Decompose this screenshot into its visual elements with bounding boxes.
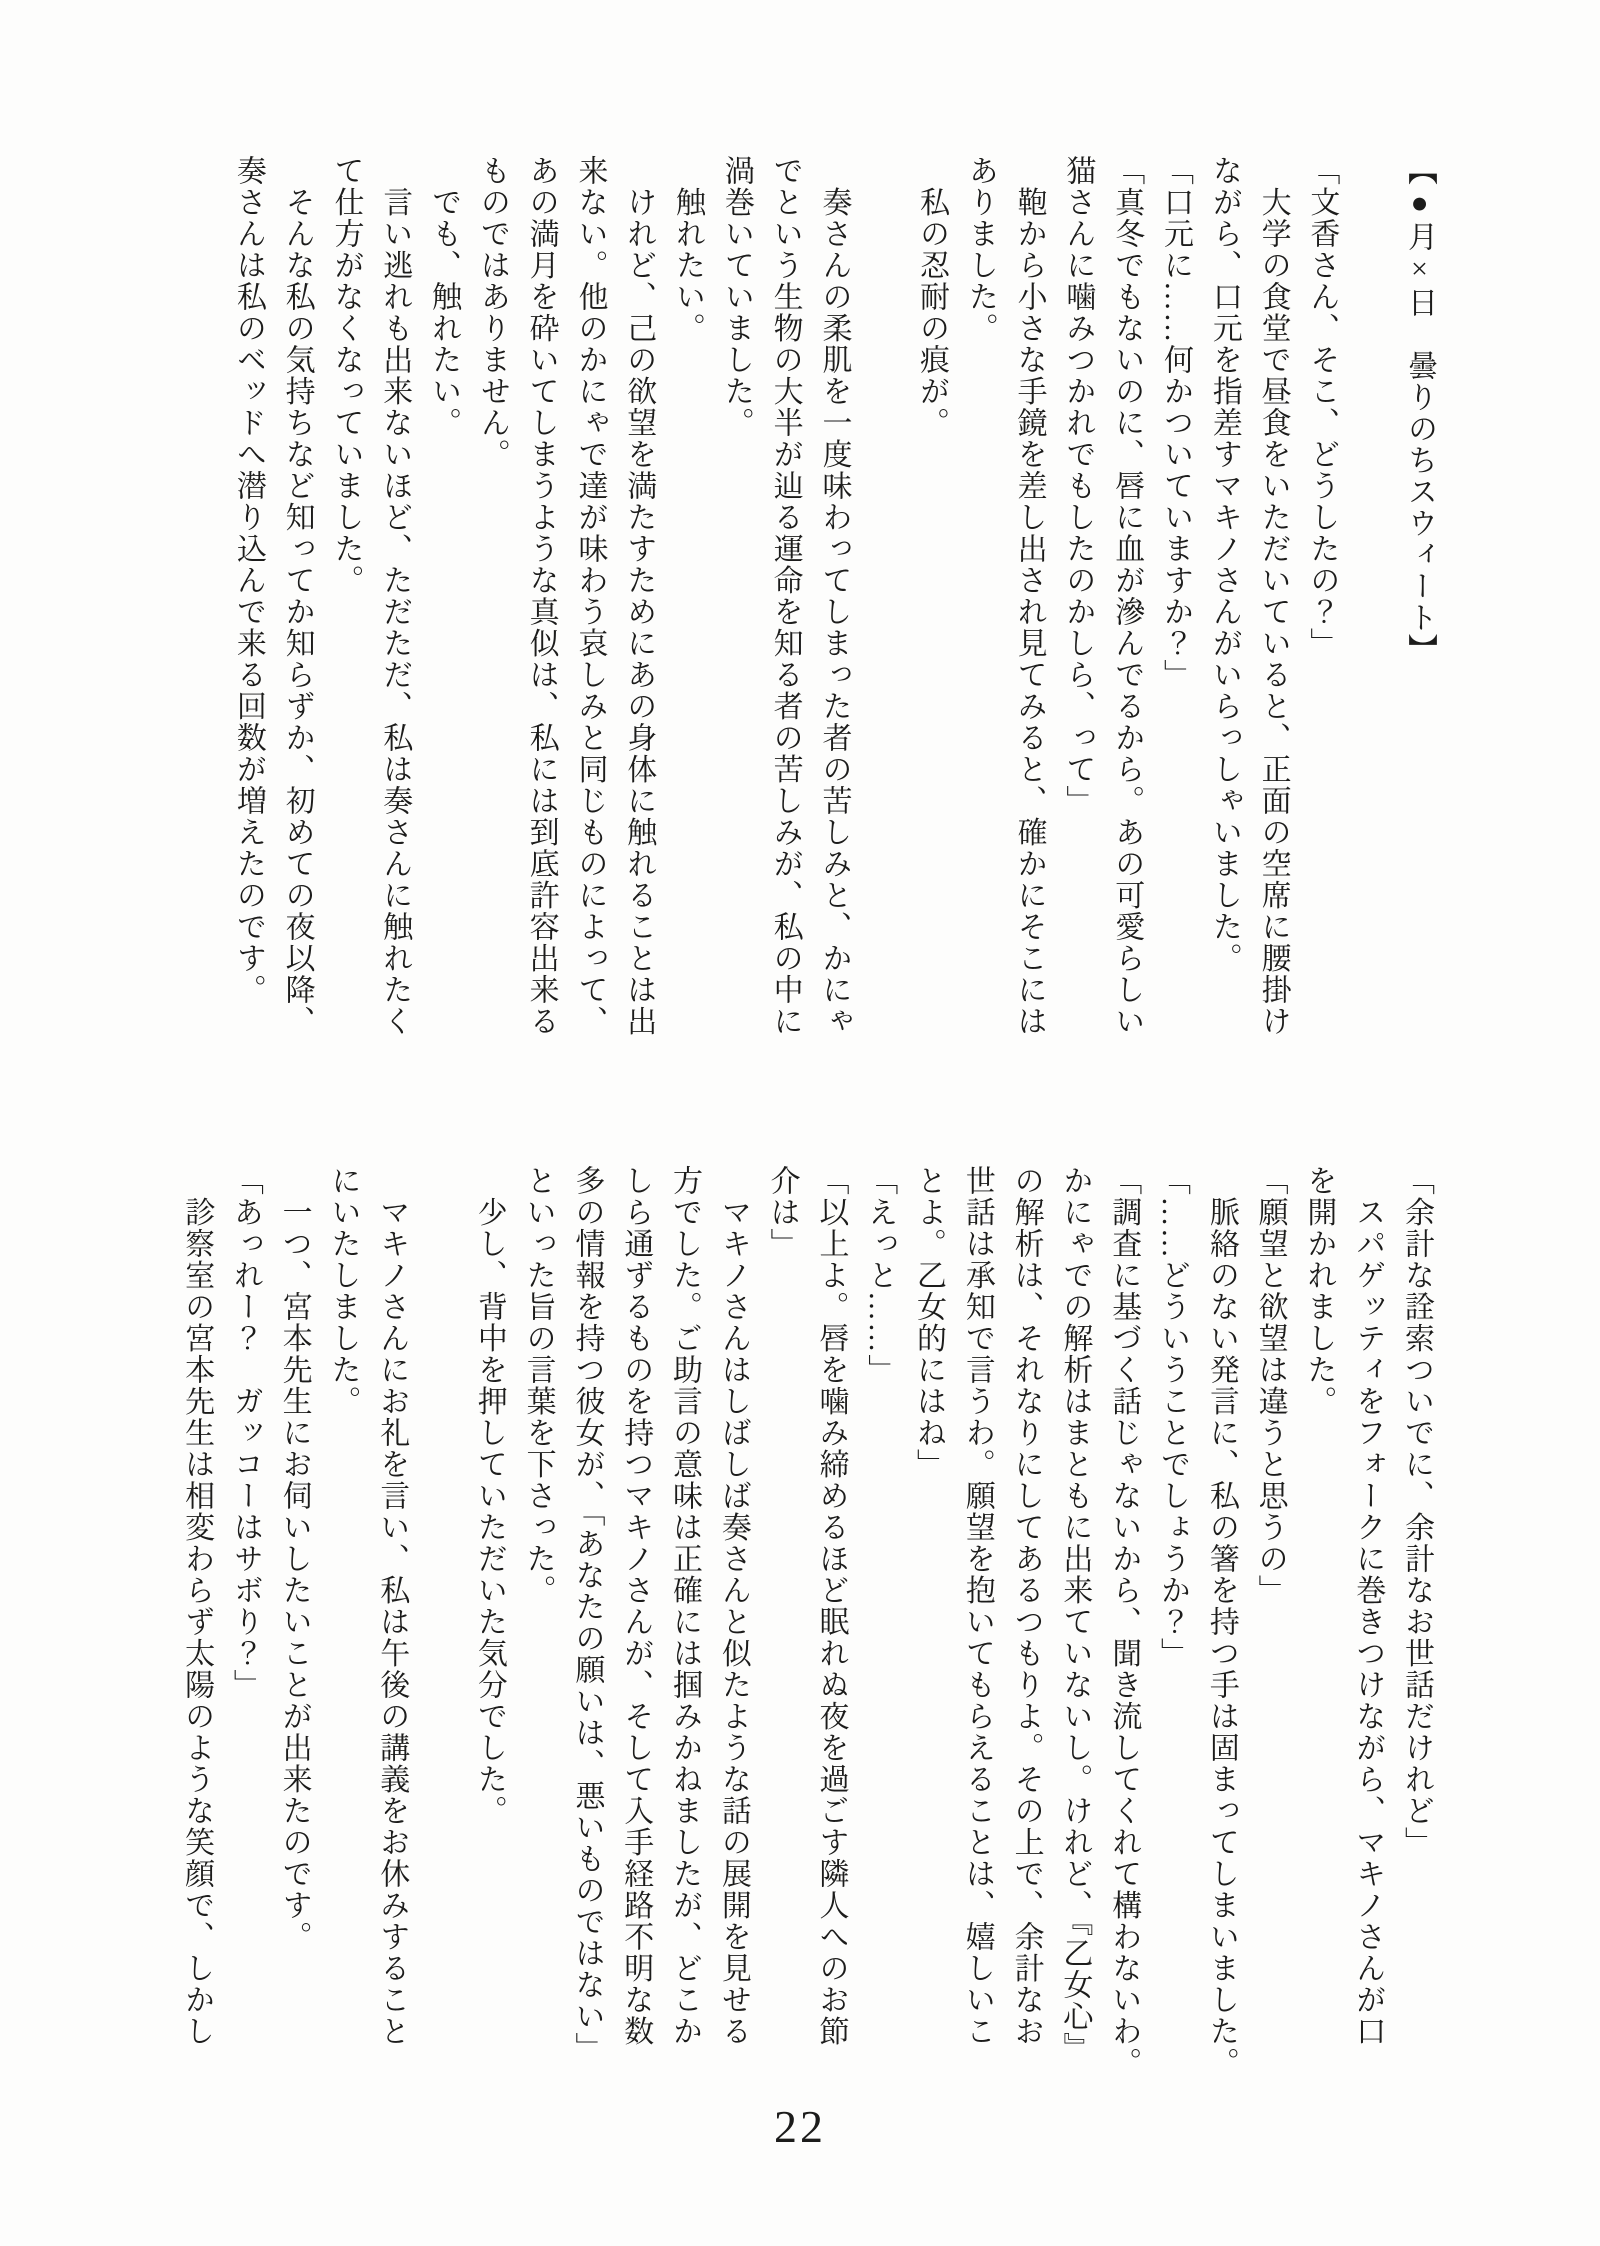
text-column bbox=[415, 1165, 464, 2083]
text-column: 渦巻いていました。 bbox=[719, 155, 753, 439]
text-column: ありました。 bbox=[963, 155, 997, 344]
text-column: 介は」 bbox=[765, 1165, 799, 1260]
text-column: 私の忍耐の痕が。 bbox=[915, 155, 949, 439]
text-block-top bbox=[223, 155, 1443, 1041]
text-column: かにゃでの解析はまともに出来ていないし。けれど、『乙女心』 bbox=[1058, 1165, 1092, 2064]
text-column: マキノさんにお礼を言い、私は午後の講義をお休みすること bbox=[375, 1165, 409, 2047]
text-column: そんな私の気持ちなど知ってか知らずか、初めての夜以降、 bbox=[280, 155, 314, 1037]
text-column: 大学の食堂で昼食をいただいていると、正面の空席に腰掛け bbox=[1256, 155, 1290, 1037]
text-column: 猫さんに噛みつかれでもしたのかしら、って」 bbox=[1061, 155, 1095, 817]
text-column: を開かれました。 bbox=[1302, 1165, 1336, 1417]
text-column: ものではありません。 bbox=[475, 155, 509, 470]
text-column: 奏さんの柔肌を一度味わってしまった者の苦しみと、かにゃ bbox=[817, 155, 851, 1037]
text-column: 方でした。ご助言の意味は正確には掴みかねましたが、どこか bbox=[668, 1165, 702, 2047]
page-number: 22 bbox=[774, 2101, 826, 2152]
text-column: ながら、口元を指差すマキノさんがいらっしゃいました。 bbox=[1207, 155, 1241, 974]
text-column: 来ない。他のかにゃで達が味わう哀しみと同じものによって、 bbox=[573, 155, 607, 1037]
text-column: といった旨の言葉を下さった。 bbox=[521, 1165, 555, 1606]
text-column: 「えっと……」 bbox=[863, 1165, 897, 1386]
text-column: 「……どういうことでしょうか？」 bbox=[1156, 1165, 1190, 1669]
text-column: の解析は、それなりにしてあるつもりよ。その上で、余計なお bbox=[1009, 1165, 1043, 2047]
text-column: でも、触れたい。 bbox=[427, 155, 461, 439]
text-column: 「調査に基づく話じゃないから、聞き流してくれて構わないわ。 bbox=[1107, 1165, 1141, 2079]
text-column: 脈絡のない発言に、私の箸を持つ手は固まってしまいました。 bbox=[1204, 1165, 1238, 2079]
text-column: 言い逃れも出来ないほど、ただただ、私は奏さんに触れたく bbox=[378, 155, 412, 1037]
text-column: 一つ、宮本先生にお伺いしたいことが出来たのです。 bbox=[277, 1165, 311, 1953]
text-column: 多の情報を持つ彼女が、「あなたの願いは、悪いものではない」 bbox=[570, 1165, 604, 2064]
text-column: て仕方がなくなっていました。 bbox=[329, 155, 363, 596]
text-column: でという生物の大半が辿る運命を知る者の苦しみが、私の中に bbox=[768, 155, 802, 1037]
text-column: 「余計な詮索ついでに、余計なお世話だけれど」 bbox=[1400, 1165, 1433, 1858]
text-column: マキノさんはしばしば奏さんと似たような話の展開を見せる bbox=[716, 1165, 750, 2047]
text-column: 触れたい。 bbox=[671, 155, 705, 344]
text-column: 診察室の宮本先生は相変わらず太陽のような笑顔で、しかし bbox=[180, 1165, 214, 2047]
text-column: 「願望と欲望は違うと思うの」 bbox=[1253, 1165, 1287, 1606]
text-column: 世話は承知で言うわ。願望を抱いてもらえることは、嬉しいこ bbox=[960, 1165, 994, 2047]
text-column: あの満月を砕いてしまうような真似は、私には到底許容出来る bbox=[524, 155, 558, 1037]
text-column bbox=[1345, 155, 1394, 1041]
text-column: 「以上よ。唇を噛み締めるほど眠れぬ夜を過ごす隣人へのお節 bbox=[814, 1165, 848, 2047]
text-column: 【●月×日 曇りのちスウィート】 bbox=[1403, 155, 1436, 665]
text-column: 「真冬でもないのに、唇に血が滲んでるから。あの可愛らしい bbox=[1110, 155, 1144, 1037]
text-column: 鞄から小さな手鏡を差し出され見てみると、確かにそこには bbox=[1012, 155, 1046, 1037]
text-column: 「文香さん、そこ、どうしたの？」 bbox=[1305, 155, 1339, 659]
text-column: とよ。乙女的にはね」 bbox=[912, 1165, 946, 1480]
text-block-bottom bbox=[171, 1165, 1440, 2083]
text-column: けれど、己の欲望を満たすためにあの身体に触れることは出 bbox=[622, 155, 656, 1037]
text-column: 奏さんは私のベッドへ潜り込んで来る回数が増えたのです。 bbox=[231, 155, 265, 1006]
text-column: 「口元に……何かついていますか？」 bbox=[1159, 155, 1193, 691]
text-column: 「あっれー？ ガッコーはサボり？」 bbox=[228, 1165, 262, 1701]
text-column: 少し、背中を押していただいた気分でした。 bbox=[472, 1165, 506, 1827]
text-column: にいたしました。 bbox=[326, 1165, 360, 1417]
text-column bbox=[857, 155, 906, 1041]
text-column: しら通ずるものを持つマキノさんが、そして入手経路不明な数 bbox=[619, 1165, 653, 2047]
text-column: スパゲッティをフォークに巻きつけながら、マキノさんが口 bbox=[1351, 1165, 1385, 2047]
